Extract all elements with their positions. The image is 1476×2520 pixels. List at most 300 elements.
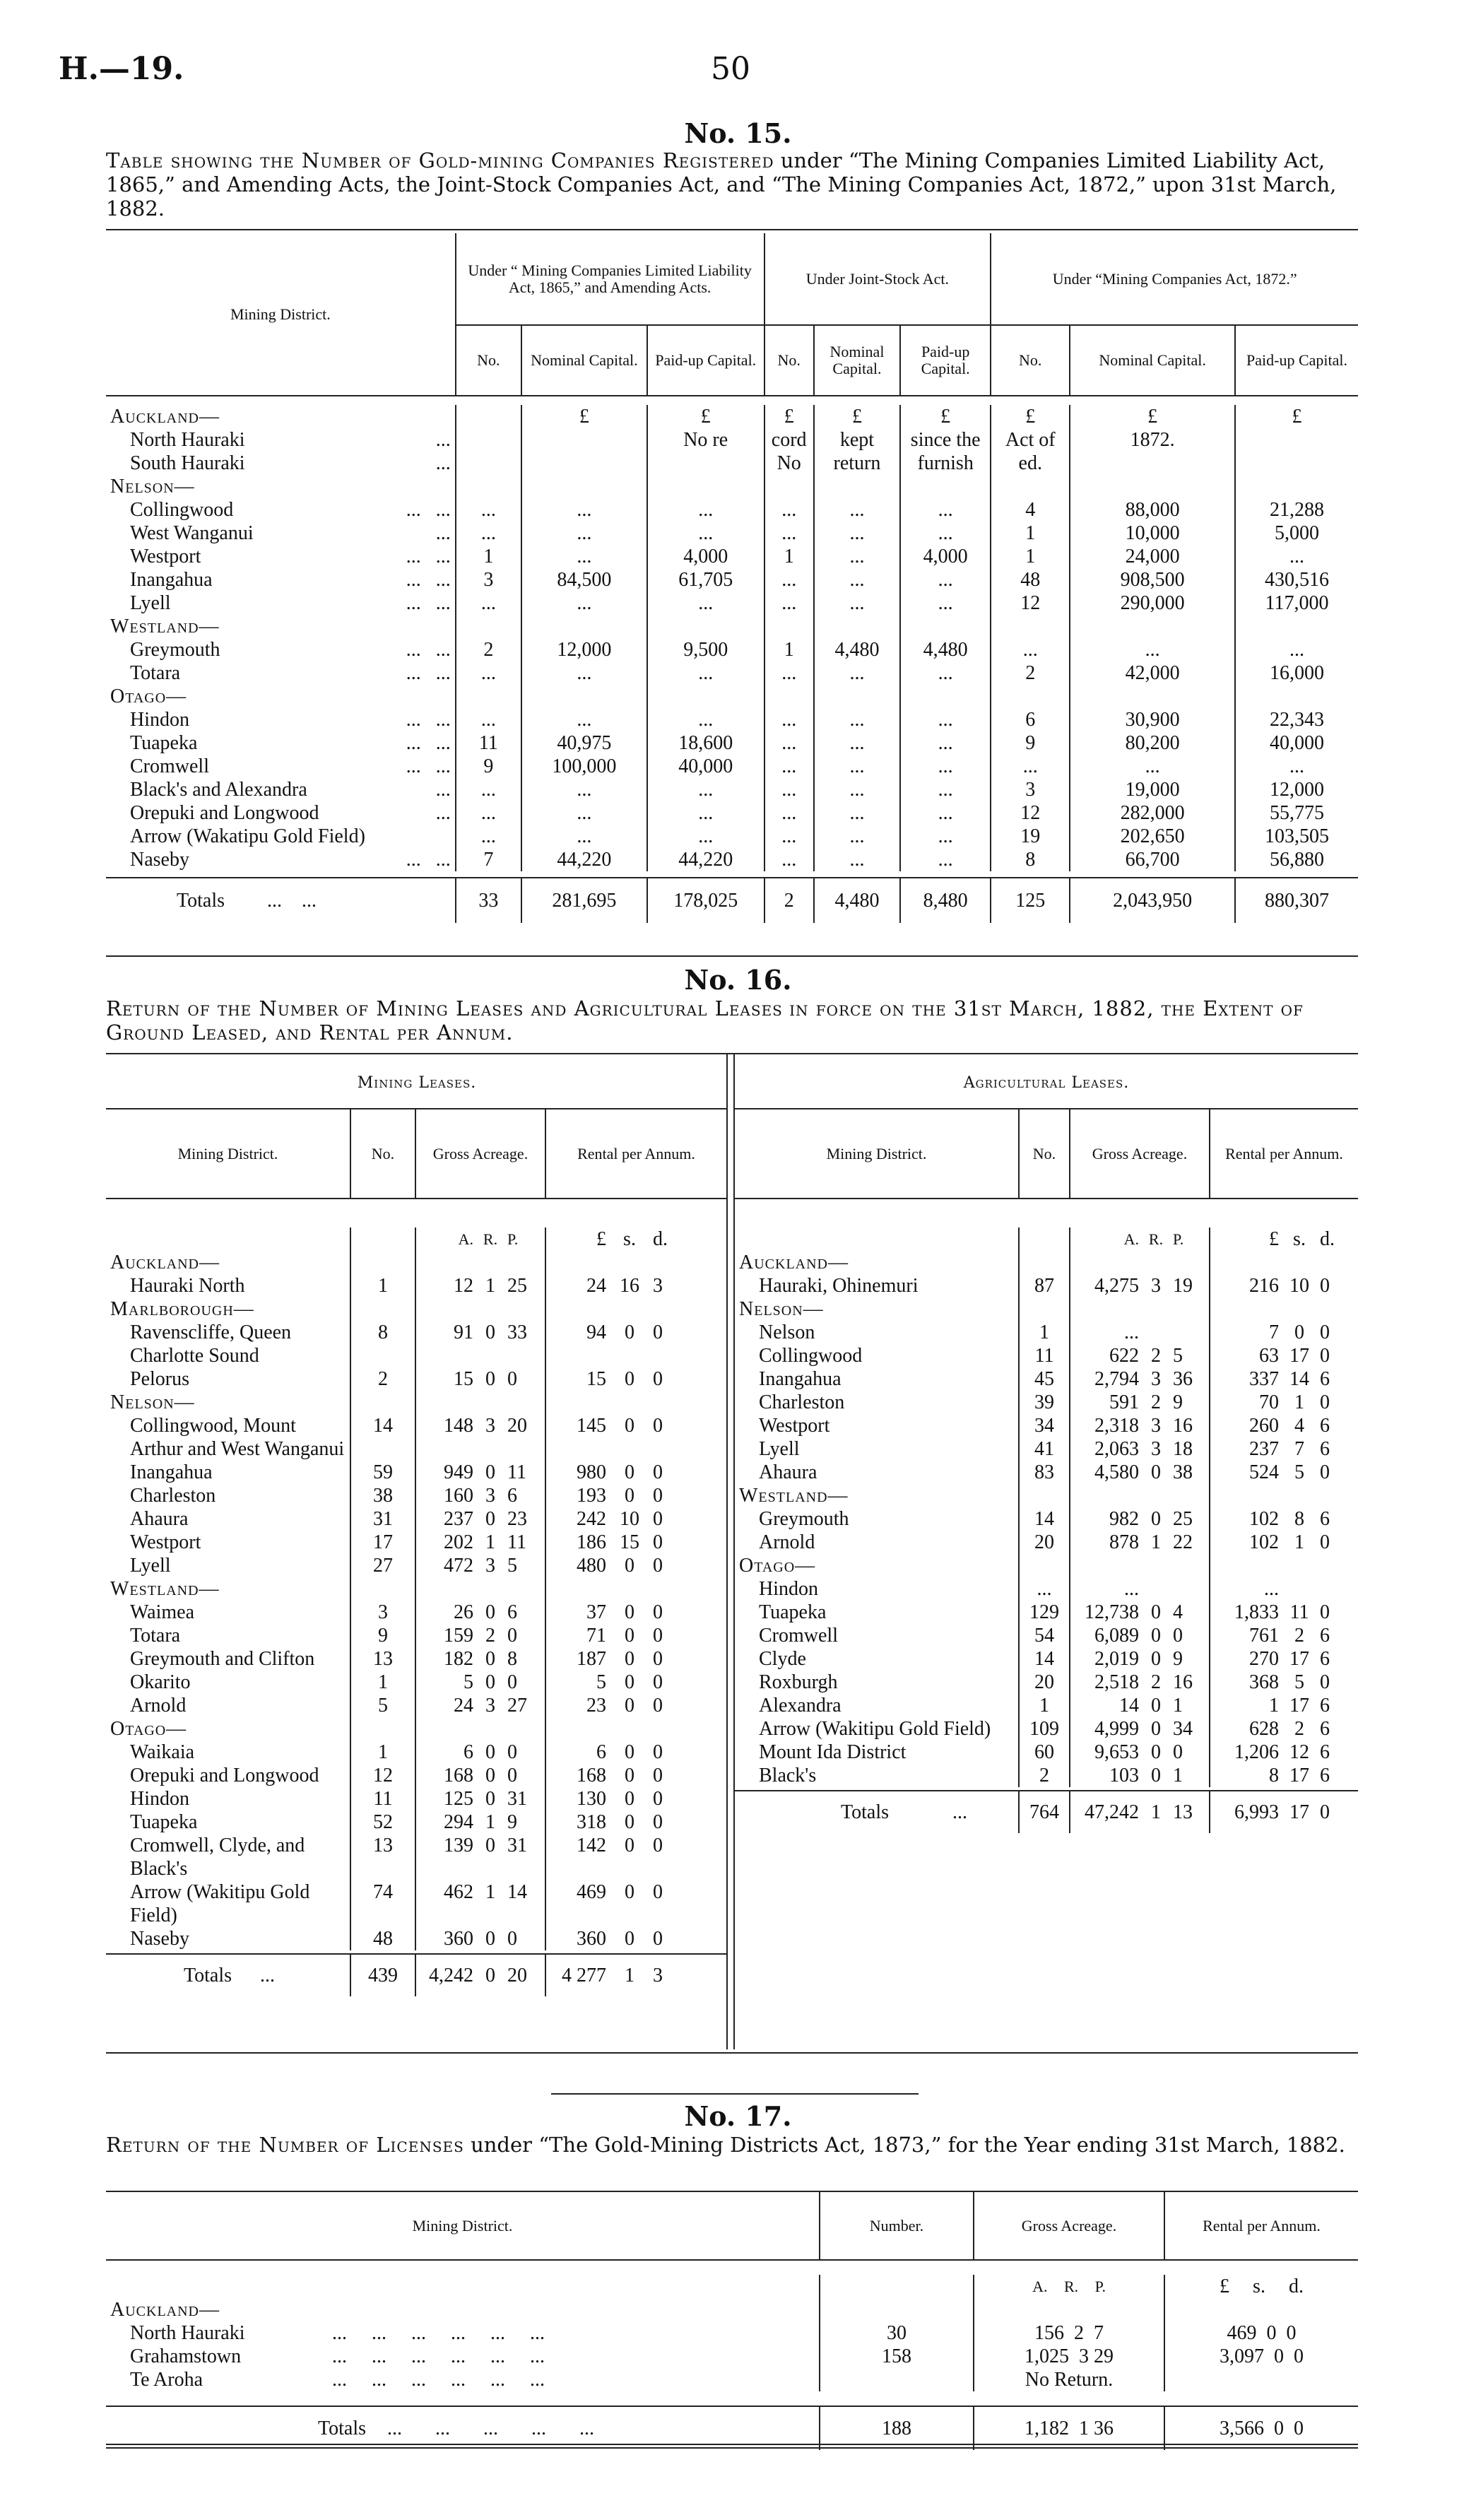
shillings: 4 [1294, 1415, 1304, 1437]
shillings [1283, 1554, 1316, 1577]
acres: 2,019 [1070, 1647, 1143, 1671]
pence: 0 [653, 1765, 663, 1786]
lease-count: 38 [350, 1484, 415, 1507]
total-acres: 47,242 [1070, 1791, 1143, 1833]
roods: 1 [485, 1275, 495, 1297]
lease-count: 8 [350, 1321, 415, 1367]
pence [1316, 1554, 1358, 1577]
total-cell: 125 [991, 878, 1070, 923]
acres: 4,999 [1070, 1717, 1143, 1741]
pence: 0 [1320, 1671, 1330, 1693]
value-cell: ... [456, 661, 521, 685]
pence [1316, 1484, 1358, 1507]
value-cell: ... [900, 731, 991, 755]
roods: 0 [485, 1321, 495, 1343]
value-cell [991, 475, 1070, 498]
table15-header-group1: Under “ Mining Companies Limited Liability Act, 1865,” and Amending Acts. [456, 233, 764, 325]
district-name: Collingwood [130, 499, 234, 521]
unit-shilling: s. [1253, 2275, 1265, 2297]
lease-count: 20 [1019, 1671, 1070, 1694]
leader-dots: ... ... [396, 499, 451, 521]
value-cell: ... [647, 522, 764, 545]
pence: 0 [1320, 1391, 1330, 1413]
value-cell: ... [764, 755, 814, 778]
pounds: 145 [545, 1414, 610, 1461]
shillings: 0 [1294, 1321, 1304, 1343]
value-cell [1070, 685, 1235, 708]
pounds: 628 [1210, 1717, 1283, 1741]
acres [1070, 1554, 1143, 1577]
value-cell: £ [991, 405, 1070, 428]
perches: 6 [507, 1601, 517, 1623]
shillings: 0 [625, 1788, 634, 1810]
pence: 6 [1320, 1508, 1330, 1530]
value-cell: 88,000 [1070, 498, 1235, 522]
table16-bottom-rule [106, 2052, 1358, 2054]
pounds: 24 [545, 1274, 610, 1297]
value-cell: 40,000 [1235, 731, 1358, 755]
district-name-cell [106, 1671, 350, 1694]
section-row [735, 1554, 1358, 1577]
district-name-cell [106, 1531, 350, 1554]
value-cell: 55,775 [1235, 801, 1358, 825]
value-cell [1235, 615, 1358, 638]
unit-pence: d. [653, 1228, 668, 1250]
lease-count: 109 [1019, 1717, 1070, 1741]
perches: 22 [1173, 1531, 1193, 1553]
perches: 16 [1173, 1671, 1193, 1693]
rental [1164, 2368, 1358, 2391]
unit-rood: R. [483, 1230, 498, 1248]
roods [1143, 1554, 1169, 1577]
lease-count: 2 [1019, 1764, 1070, 1787]
rental [1164, 2298, 1358, 2321]
value-cell: ... [647, 661, 764, 685]
section-row [106, 615, 1358, 638]
pounds: 1 [1210, 1694, 1283, 1717]
perches: 34 [1173, 1718, 1193, 1740]
perches: 0 [507, 1368, 517, 1390]
acres: 472 [415, 1554, 478, 1577]
acres: 182 [415, 1647, 478, 1671]
shillings: 0 [625, 1415, 634, 1437]
pence: 0 [1320, 1531, 1330, 1553]
pence: 6 [1320, 1415, 1330, 1437]
lease-count: 17 [350, 1531, 415, 1554]
unit-rood: R. [1148, 1230, 1164, 1248]
district-row [106, 1880, 726, 1927]
table16-agricultural [735, 1109, 1358, 1833]
lease-count: 14 [350, 1414, 415, 1461]
value-cell: ... [814, 801, 900, 825]
roods [478, 1391, 503, 1414]
acres: 15 [415, 1367, 478, 1391]
value-cell: 4,000 [647, 545, 764, 568]
perches: 36 [1173, 1368, 1193, 1390]
lease-count [1019, 1554, 1070, 1577]
pence: 6 [1320, 1718, 1330, 1740]
value-cell: ... [647, 498, 764, 522]
region-name: Auckland— [110, 406, 220, 428]
lease-count: 13 [350, 1834, 415, 1880]
district-name-cell [735, 1297, 1019, 1321]
value-cell [1235, 685, 1358, 708]
district-row [106, 2368, 1358, 2391]
value-cell: 6 [991, 708, 1070, 731]
table15-totals-row: Totals ... ... 33 281,695 178,025 2 4,480 8,480 125 2,043,950 880,307 [106, 878, 1358, 923]
table16-title: No. 16. [684, 964, 792, 996]
value-cell: 4,480 [900, 638, 991, 661]
shillings: 0 [625, 1485, 634, 1507]
district-name: Ravenscliffe, Queen Charlotte Sound [130, 1321, 292, 1367]
value-cell: ... [521, 661, 647, 685]
district-name-cell [106, 1577, 350, 1601]
district-row [106, 2345, 1358, 2368]
pounds: 1,833 [1210, 1601, 1283, 1624]
mining-header-no: No. [350, 1109, 415, 1199]
value-cell: £ [521, 405, 647, 428]
roods [1143, 1297, 1169, 1321]
agri-header-acreage: Gross Acreage. [1070, 1109, 1210, 1199]
roods: 3 [1151, 1368, 1161, 1390]
roods: 3 [485, 1555, 495, 1577]
pence: 6 [1320, 1368, 1330, 1390]
value-cell: ... [521, 591, 647, 615]
shillings: 1 [1294, 1531, 1304, 1553]
shillings: 17 [1289, 1648, 1309, 1670]
district-row [106, 452, 1358, 475]
table15-bottom-rule [106, 955, 1358, 957]
district-row [735, 1507, 1358, 1531]
value-cell: 44,220 [521, 848, 647, 871]
district-name: Arrow (Wakitipu Gold Field) [759, 1718, 991, 1740]
t17-header-district: Mining District. [412, 2216, 513, 2235]
district-name-cell [106, 1297, 350, 1321]
roods: 1 [485, 1811, 495, 1833]
value-cell [647, 475, 764, 498]
table15-top-rule [106, 229, 1358, 230]
total-cell: 4,480 [814, 878, 900, 923]
acres [1070, 1484, 1143, 1507]
shillings: 0 [625, 1321, 634, 1343]
value-cell: 2 [456, 638, 521, 661]
total-acres: 4,242 [415, 1954, 478, 1996]
roods: 3 [1151, 1438, 1161, 1460]
acres: 168 [415, 1764, 478, 1787]
shillings: 0 [625, 1835, 634, 1856]
value-cell: ... [647, 591, 764, 615]
district-name-cell [735, 1437, 1019, 1461]
district-name: Inangahua [130, 1461, 213, 1483]
unit-pound: £ [1220, 2275, 1230, 2297]
district-row [106, 825, 1358, 848]
district-name-cell [106, 1717, 350, 1741]
value-cell: £ [764, 405, 814, 428]
roods: 2 [485, 1625, 495, 1647]
total-roods: 1 [1151, 1801, 1161, 1823]
shillings [1283, 1484, 1316, 1507]
value-cell: 2 [991, 661, 1070, 685]
value-cell: ... [647, 825, 764, 848]
lease-count: 129 [1019, 1601, 1070, 1624]
roods: 3 [1151, 1415, 1161, 1437]
value-cell [991, 685, 1070, 708]
shillings: 5 [1294, 1671, 1304, 1693]
value-cell: kept [814, 428, 900, 452]
district-row [106, 1414, 726, 1461]
table16-caption-lead: Return of the Number of Mining Leases and Agricultural Leases [106, 996, 783, 1020]
value-cell: ... [814, 661, 900, 685]
total-roods: 0 [485, 1965, 495, 1986]
lease-count: 9 [350, 1624, 415, 1647]
district-name-cell [106, 1764, 350, 1787]
district-name-cell [106, 778, 456, 801]
district-name-cell [735, 1531, 1019, 1554]
district-name-cell [106, 1321, 350, 1367]
district-row [106, 1507, 726, 1531]
value-cell: ... [900, 825, 991, 848]
district-name-cell [106, 452, 456, 475]
acres: 139 [415, 1834, 478, 1880]
perches: 25 [507, 1275, 527, 1297]
roods [478, 1297, 503, 1321]
district-name: Pelorus [130, 1368, 189, 1390]
table15-header-paid: Paid-up Capital. [900, 325, 991, 396]
total-rental: 3,566 0 0 [1164, 2406, 1358, 2450]
roods: 0 [1151, 1625, 1161, 1647]
lease-count: 45 [1019, 1367, 1070, 1391]
value-cell: 80,200 [1070, 731, 1235, 755]
agri-header-rental: Rental per Annum. [1210, 1109, 1358, 1199]
total-pence: 0 [1320, 1801, 1330, 1823]
value-cell [991, 615, 1070, 638]
district-name-cell [106, 1647, 350, 1671]
district-name-cell [106, 405, 456, 428]
pence: 0 [1320, 1461, 1330, 1483]
t17-acre-units [974, 2275, 1164, 2298]
value-cell: 11 [456, 731, 521, 755]
region-name: Marlborough— [110, 1298, 254, 1320]
pence: 0 [653, 1648, 663, 1670]
perches: 1 [1173, 1695, 1183, 1717]
roods: 0 [485, 1928, 495, 1950]
perches: 9 [1173, 1391, 1183, 1413]
value-cell: ... [814, 545, 900, 568]
district-name: Black's and Alexandra [130, 779, 307, 801]
pounds: 15 [545, 1367, 610, 1391]
district-row [735, 1624, 1358, 1647]
roods: 0 [1151, 1461, 1161, 1483]
acres: 2,518 [1070, 1671, 1143, 1694]
pence: 0 [653, 1695, 663, 1717]
district-row [106, 1694, 726, 1717]
roods: 3 [485, 1695, 495, 1717]
district-name-cell [735, 1344, 1019, 1367]
value-cell: 4,480 [814, 638, 900, 661]
license-count [820, 2368, 974, 2391]
region-name: Nelson— [110, 476, 195, 497]
region-name: Westland— [110, 616, 220, 637]
value-cell: 100,000 [521, 755, 647, 778]
pounds: 102 [1210, 1531, 1283, 1554]
district-name-cell [106, 475, 456, 498]
pence: 3 [653, 1275, 663, 1297]
district-name-cell [106, 428, 456, 452]
value-cell: ... [814, 591, 900, 615]
acres: 125 [415, 1787, 478, 1810]
value-cell: No re [647, 428, 764, 452]
totals-label: Totals [184, 1965, 232, 1986]
shillings: 0 [625, 1368, 634, 1390]
district-row [735, 1321, 1358, 1344]
district-row [735, 1344, 1358, 1367]
acres [415, 1717, 478, 1741]
lease-count [350, 1251, 415, 1274]
perches [503, 1391, 545, 1414]
value-cell: furnish [900, 452, 991, 475]
section-row [106, 1717, 726, 1741]
lease-count: 1 [350, 1671, 415, 1694]
district-name: Westport [130, 546, 201, 567]
pence: 0 [653, 1531, 663, 1553]
district-name: Ahaura [759, 1461, 817, 1483]
shillings [1283, 1577, 1316, 1601]
table17-title: No. 17. [684, 2100, 792, 2132]
license-count: 30 [820, 2321, 974, 2345]
region-name: Auckland— [110, 2299, 220, 2321]
shillings: 0 [625, 1695, 634, 1717]
table15-header-no: No. [764, 325, 814, 396]
roods: 0 [485, 1788, 495, 1810]
value-cell [1070, 475, 1235, 498]
pounds: 1,206 [1210, 1741, 1283, 1764]
value-cell: ... [1235, 638, 1358, 661]
pence: 6 [1320, 1765, 1330, 1786]
pence: 0 [653, 1835, 663, 1856]
acres: 159 [415, 1624, 478, 1647]
license-count [820, 2298, 974, 2321]
shillings: 2 [1294, 1625, 1304, 1647]
value-cell: ... [764, 708, 814, 731]
value-cell: ... [764, 522, 814, 545]
lease-count [1019, 1297, 1070, 1321]
table17 [106, 2192, 1358, 2450]
shillings: 17 [1289, 1765, 1309, 1786]
district-name-cell [106, 708, 456, 731]
pounds: 23 [545, 1694, 610, 1717]
lease-count: 52 [350, 1810, 415, 1834]
district-row [106, 1810, 726, 1834]
value-cell: 19 [991, 825, 1070, 848]
district-name-cell [106, 825, 456, 848]
t17-money-units [1164, 2275, 1358, 2298]
roods: 0 [1151, 1508, 1161, 1530]
value-cell [1235, 428, 1358, 452]
table17-caption-lead: Return of the Number of Licenses [106, 2133, 464, 2157]
district-name: Waikaia [130, 1741, 195, 1763]
region-name: Auckland— [739, 1252, 849, 1273]
value-cell [456, 428, 521, 452]
gross-acreage [974, 2298, 1164, 2321]
section-row [735, 1251, 1358, 1274]
mining-header-district: Mining District. [177, 1144, 278, 1162]
value-cell: 4 [991, 498, 1070, 522]
value-cell: 19,000 [1070, 778, 1235, 801]
lease-count: 1 [1019, 1694, 1070, 1717]
acres: 360 [415, 1927, 478, 1950]
unit-pence: d. [1288, 2275, 1304, 2297]
acres: 4,275 [1070, 1274, 1143, 1297]
roods: 0 [485, 1648, 495, 1670]
district-name: Greymouth [130, 639, 220, 661]
value-cell: ... [521, 708, 647, 731]
perches: 31 [507, 1788, 527, 1810]
leader-dots: ... [425, 779, 451, 801]
district-name-cell [735, 1717, 1019, 1741]
section-row [735, 1484, 1358, 1507]
district-name: Westport [130, 1531, 201, 1553]
acres: 9,653 [1070, 1741, 1143, 1764]
pence [649, 1717, 726, 1741]
shillings [610, 1717, 649, 1741]
value-cell: 117,000 [1235, 591, 1358, 615]
value-cell: 84,500 [521, 568, 647, 591]
total-perches: 13 [1173, 1801, 1193, 1823]
total-cell: 178,025 [647, 878, 764, 923]
totals-label: Totals [841, 1801, 890, 1823]
value-cell: No [764, 452, 814, 475]
shillings: 0 [625, 1671, 634, 1693]
lease-count: 2 [350, 1367, 415, 1391]
district-name-cell [106, 1927, 350, 1950]
district-row [106, 1671, 726, 1694]
district-row [735, 1391, 1358, 1414]
district-row [735, 1647, 1358, 1671]
district-name: West Wanganui [130, 522, 254, 544]
district-name-cell [106, 1624, 350, 1647]
pounds: 168 [545, 1764, 610, 1787]
total-no: 439 [350, 1954, 415, 1996]
mining-totals-row: Totals ... 439 4,242 0 20 4 277 1 3 [106, 1954, 726, 1996]
value-cell [521, 452, 647, 475]
roods: 0 [485, 1601, 495, 1623]
value-cell: ... [521, 545, 647, 568]
shillings [610, 1251, 649, 1274]
district-name-cell [106, 2298, 820, 2321]
leader-dots: ... ... ... ... ... ... [332, 2345, 545, 2367]
shillings [1283, 1297, 1316, 1321]
shillings: 0 [625, 1625, 634, 1647]
lease-count: 31 [350, 1507, 415, 1531]
roods: 0 [485, 1835, 495, 1856]
table15-header-nominal: Nominal Capital. [814, 325, 900, 396]
table15-header-paid: Paid-up Capital. [647, 325, 764, 396]
district-name-cell [735, 1671, 1019, 1694]
district-row [735, 1367, 1358, 1391]
lease-count: 87 [1019, 1274, 1070, 1297]
district-row [106, 1601, 726, 1624]
perches: 6 [507, 1485, 517, 1507]
pounds: 242 [545, 1507, 610, 1531]
value-cell [647, 615, 764, 638]
pounds: 337 [1210, 1367, 1283, 1391]
lease-count: 13 [350, 1647, 415, 1671]
section-row [106, 1251, 726, 1274]
total-cell: 2,043,950 [1070, 878, 1235, 923]
pounds: 480 [545, 1554, 610, 1577]
pounds [545, 1717, 610, 1741]
acres: 148 [415, 1414, 478, 1461]
